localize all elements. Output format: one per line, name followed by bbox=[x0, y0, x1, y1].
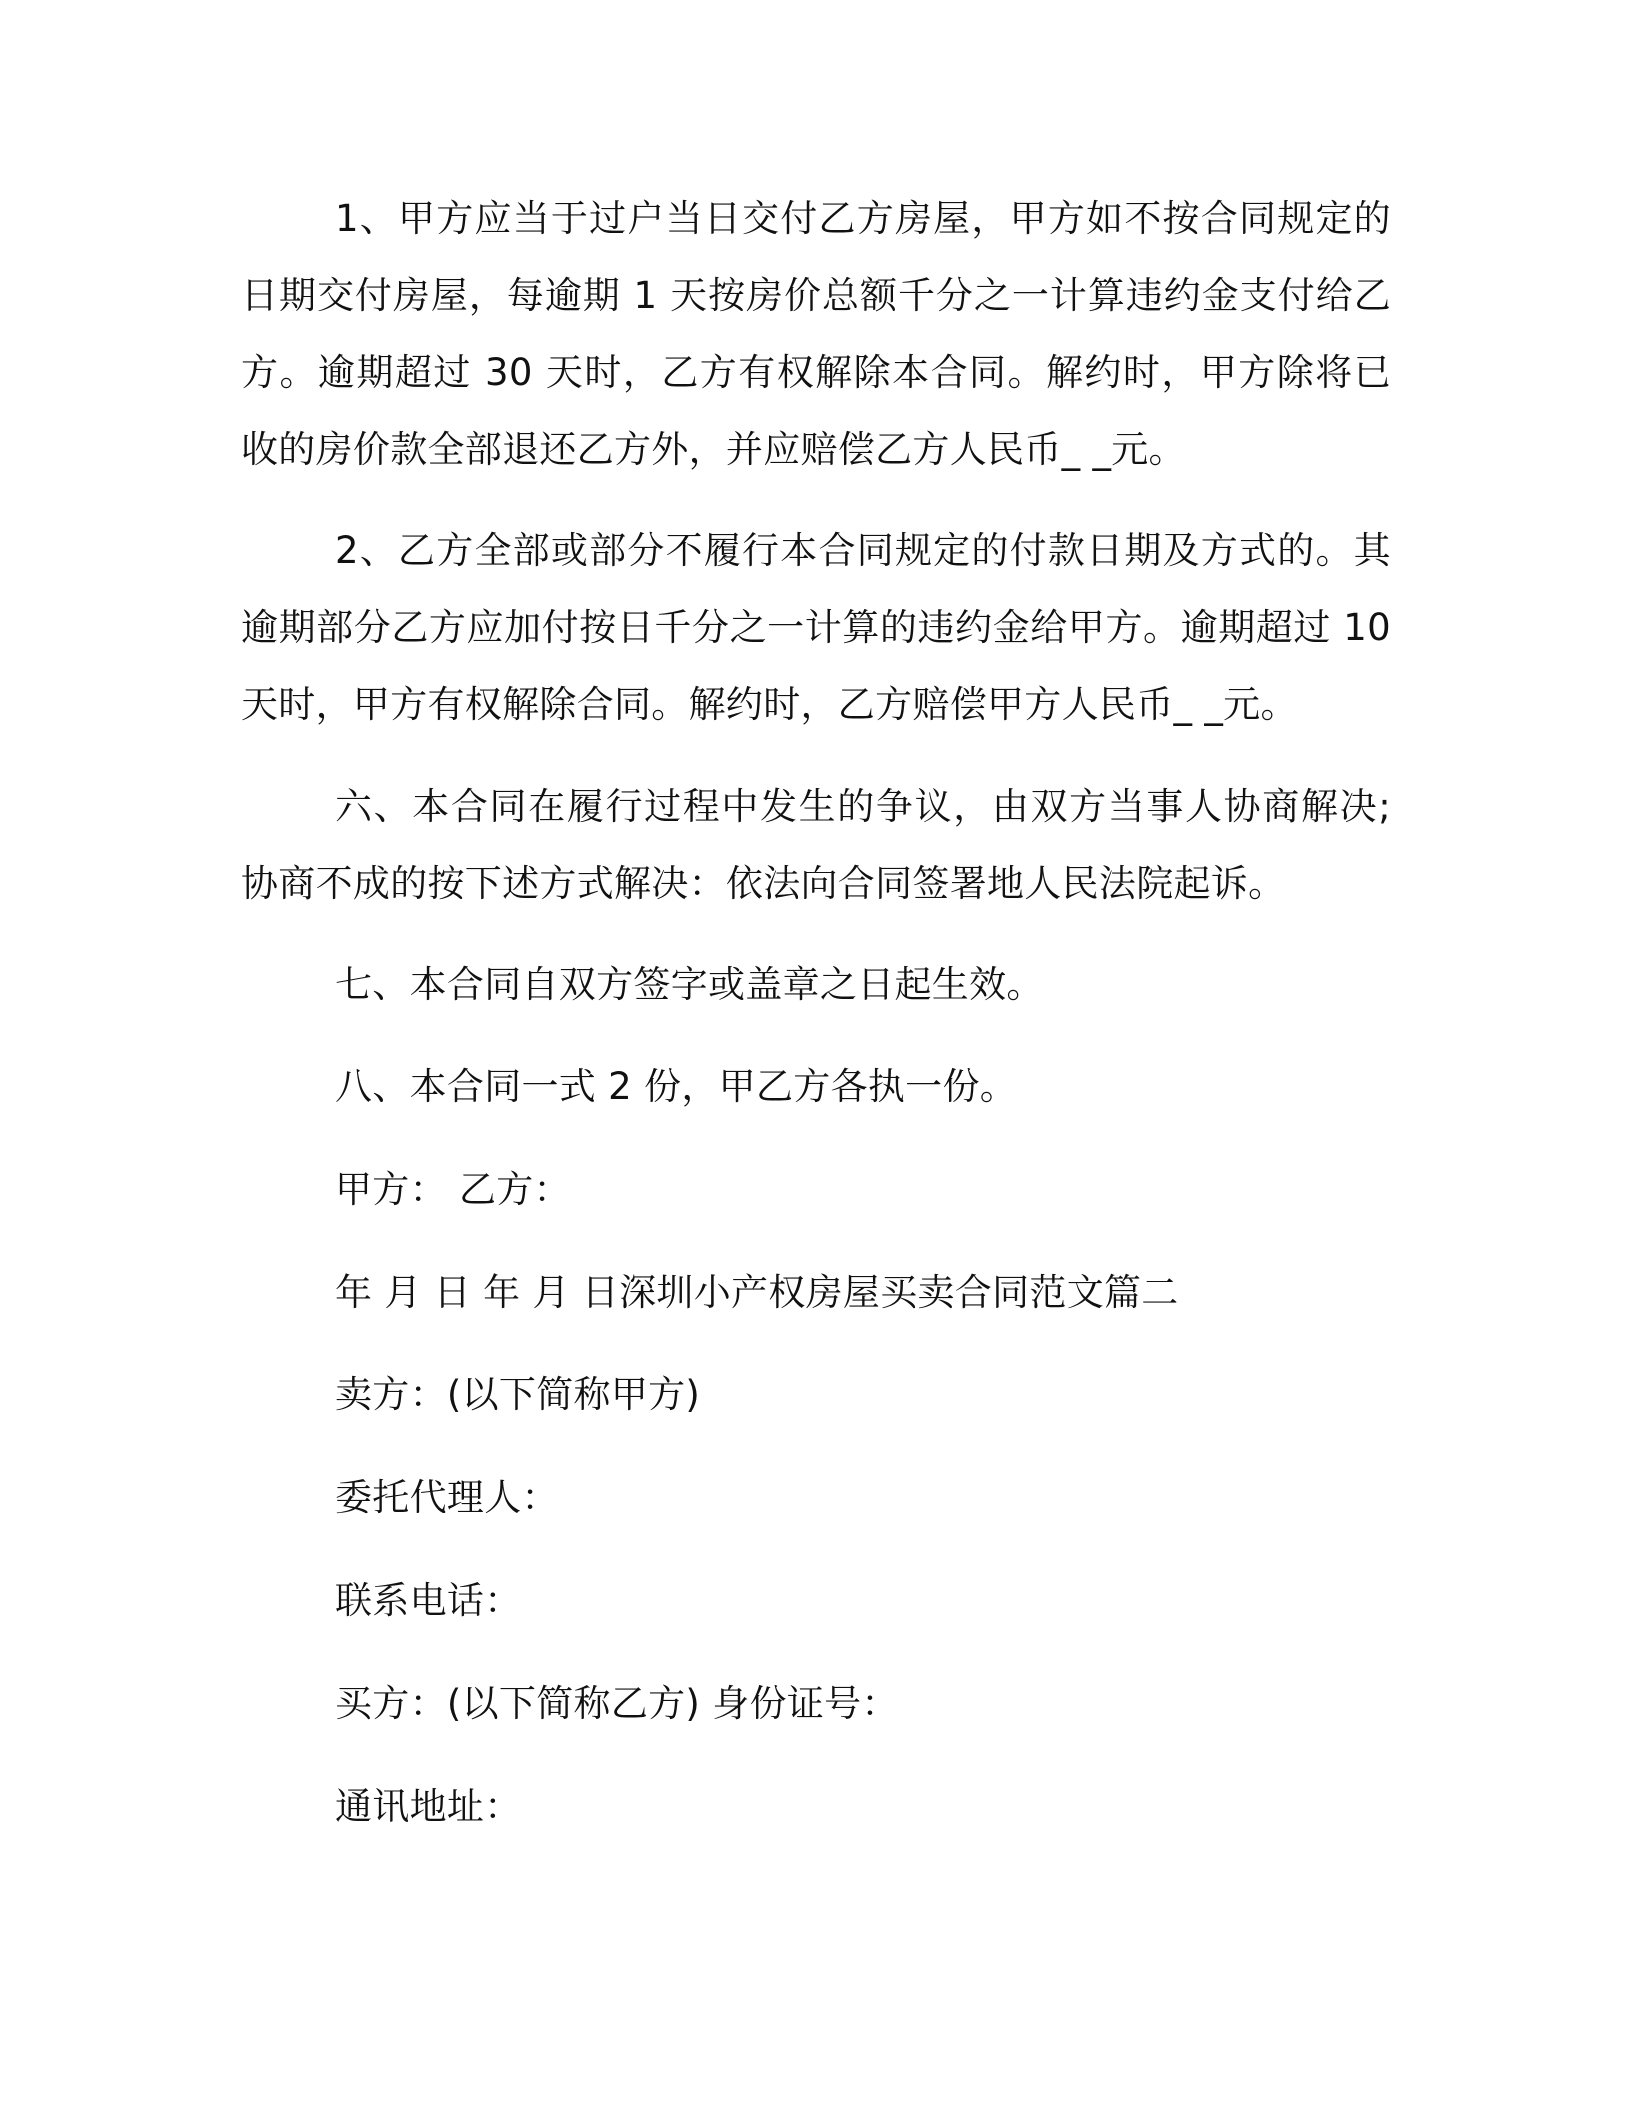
clause-paragraph-2: 2、乙方全部或部分不履行本合同规定的付款日期及方式的。其逾期部分乙方应加付按日千分之一计算的违约金给甲方。逾期超过 10 天时，甲方有权解除合同。解约时，乙方赔偿甲方人民币_ _元。 bbox=[241, 529, 1391, 726]
clause-paragraph-6: 六、本合同在履行过程中发生的争议，由双方当事人协商解决;协商不成的按下述方式解决：依法向合同签署地人民法院起诉。 bbox=[241, 785, 1391, 905]
clause-paragraph-1: 1、甲方应当于过户当日交付乙方房屋，甲方如不按合同规定的日期交付房屋，每逾期 1 天按房价总额千分之一计算违约金支付给乙方。逾期超过 30 天时，乙方有权解除本合同。解约时，甲方除将已收的房价款全部退还乙方外，并应赔偿乙方人民币_ _元。 bbox=[241, 197, 1391, 471]
agent-line: 委托代理人： bbox=[335, 1476, 559, 1519]
buyer-line: 买方：(以下简称乙方) 身份证号： bbox=[335, 1682, 899, 1725]
seller-line: 卖方：(以下简称甲方) bbox=[335, 1373, 701, 1416]
phone-line: 联系电话： bbox=[335, 1579, 522, 1622]
address-line: 通讯地址： bbox=[335, 1785, 522, 1828]
clause-line-8: 八、本合同一式 2 份，甲乙方各执一份。 bbox=[335, 1065, 1018, 1108]
signature-parties-line: 甲方： 乙方： bbox=[335, 1168, 571, 1211]
date-and-title-line: 年 月 日 年 月 日深圳小产权房屋买卖合同范文篇二 bbox=[335, 1271, 1179, 1314]
clause-line-7: 七、本合同自双方签字或盖章之日起生效。 bbox=[335, 963, 1044, 1006]
